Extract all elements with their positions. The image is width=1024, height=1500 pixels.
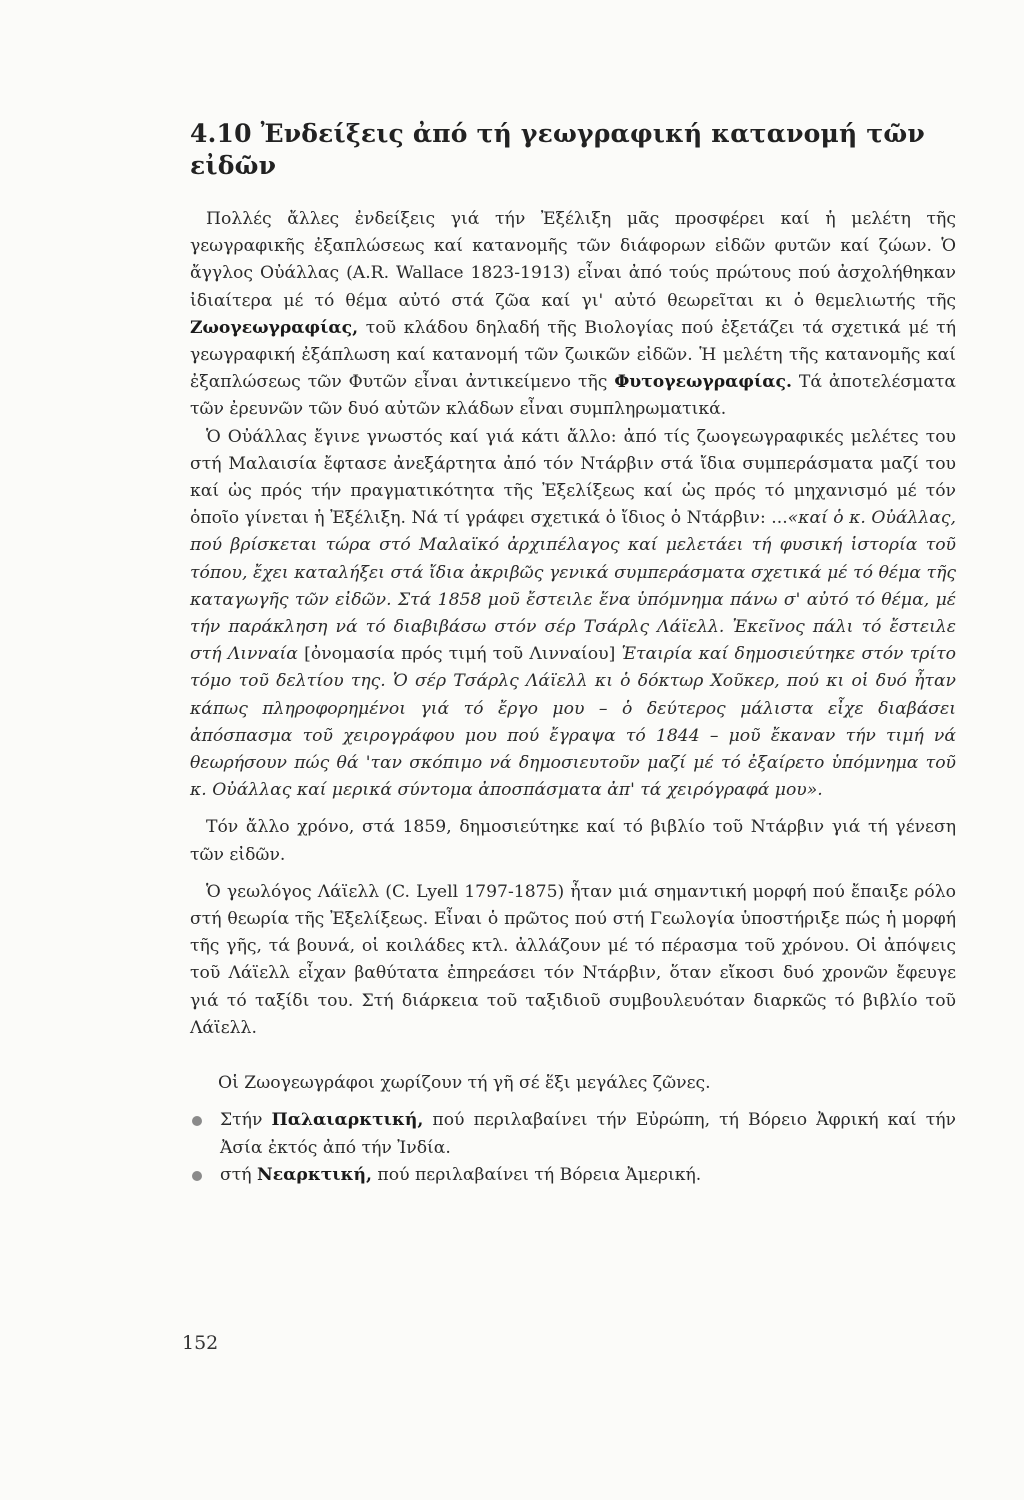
text-run: πού περιλαβαίνει τή Βόρεια Ἀμερική.	[371, 1164, 702, 1185]
bold-term-palearctic: Παλαιαρκτική,	[271, 1110, 424, 1131]
list-item	[190, 1162, 956, 1189]
paragraph-1859: Τόν ἄλλο χρόνο, στά 1859, δημοσιεύτηκε καί τό βιβλίο τοῦ Ντάρβιν γιά τή γένεση τῶν εἰδῶν.	[190, 817, 956, 865]
text-run: Τά ἀποτελέσματα τῶν ἐρευνῶν τῶν δυό αὐτῶν κλάδων εἶναι συμπληρωματικά.	[190, 372, 956, 420]
darwin-quote-continued: Ἑταιρία καί δημοσιεύτηκε στόν τρίτο τόμο τοῦ δελτίου της. Ὁ σέρ Τσάρλς Λάϊελλ κι ὁ δόκτωρ Χοῦκερ, πού κι οἱ δυό ἦταν κάπως πληροφορημένοι γιά τό ἔργο μου – ὁ δεύτερος μάλιστα εἶχε διαβάσει ἀπόσπασμα τοῦ χειρογράφου μου πού ἔγραψα τό 1844 – μοῦ ἔκαναν τήν τιμή νά θεωρήσουν πώς θά 'ταν σκόπιμο νά δημοσιευτοῦν μαζί μέ τό ἐξαίρετο ὑπόμνημα τοῦ κ. Οὐάλλας καί μερικά σύντομα ἀποσπάσματα ἀπ' τά χειρόγραφά μου».	[190, 644, 956, 801]
text-run: Στήν	[220, 1110, 272, 1131]
list-item	[190, 1107, 956, 1161]
text-run: στή	[220, 1164, 258, 1185]
page-number: 152	[182, 1332, 219, 1354]
bold-term-phytogeography: Φυτογεωγραφίας.	[614, 372, 792, 393]
paragraph-lyell: Ὁ γεωλόγος Λάϊελλ (C. Lyell 1797-1875) ἦταν μιά σημαντική μορφή πού ἔπαιξε ρόλο στή θεωρία τῆς Ἐξελίξεως. Εἶναι ὁ πρῶτος πού στή Γεωλογία ὑποστήριξε πώς ἡ μορφή τῆς γῆς, τά βουνά, οἱ κοιλάδες κτλ. ἀλλάζουν μέ τό πέρασμα τοῦ χρόνου. Οἱ ἀπόψεις τοῦ Λάϊελλ εἶχαν βαθύτατα ἐπηρεάσει τόν Ντάρβιν, ὅταν εἴκοσι δυό χρονῶν ἔφευγε γιά τό ταξίδι του. Στή διάρκεια τοῦ ταξιδιοῦ συμβουλευόταν διαρκῶς τό βιβλίο τοῦ Λάϊελλ.	[190, 881, 956, 1038]
bold-term-nearctic: Νεαρκτική,	[257, 1164, 372, 1185]
darwin-quote: «καί ὁ κ. Οὐάλλας, πού βρίσκεται τώρα στό Μαλαϊκό ἀρχιπέλαγος καί μελετάει τή φυσική ἱστορία τοῦ τόπου, ἔχει καταλήξει στά ἴδια ἀκριβῶς γενικά συμπεράσματα σχετικά μέ τό θέμα τῆς καταγωγῆς τῶν εἰδῶν. Στά 1858 μοῦ ἔστειλε ἕνα ὑπόμνημα πάνω σ' αὐτό τό θέμα, μέ τήν παράκληση νά τό διαβιβάσω στόν σέρ Τσάρλς Λάϊελλ. Ἐκεῖνος πάλι τό ἔστειλε στή Λινναία	[190, 508, 956, 665]
bullet-icon	[192, 1171, 202, 1181]
paragraph-zones: Οἱ Ζωογεωγράφοι χωρίζουν τή γῆ σέ ἕξι μεγάλες ζῶνες.	[218, 1073, 711, 1094]
text-run: [ὀνομασία πρός τιμή τοῦ Λινναίου]	[297, 644, 622, 665]
paragraph-zoogeography	[190, 206, 956, 424]
paragraph-wallace	[190, 424, 956, 805]
text-run: τοῦ κλάδου δηλαδή τῆς Βιολογίας πού ἐξετάζει τά σχετικά μέ τή γεωγραφική ἐξάπλωση καί κατανομή τῶν ζωικῶν εἰδῶν. Ἡ μελέτη τῆς κατανομῆς καί ἐξαπλώσεως τῶν Φυτῶν εἶναι ἀντικείμενο τῆς	[190, 317, 956, 393]
text-run: πού περιλαβαίνει τήν Εὐρώπη, τή Βόρειο Ἀφρική καί τήν Ἀσία ἐκτός ἀπό τήν Ἰνδία.	[220, 1110, 956, 1158]
page-content	[190, 118, 956, 1189]
body-text	[190, 206, 956, 1189]
zones-list	[190, 1107, 956, 1189]
bold-term-zoogeography: Ζωογεωγραφίας,	[190, 317, 359, 338]
text-run: Ὁ Οὐάλλας ἔγινε γνωστός καί γιά κάτι ἄλλο: ἀπό τίς ζωογεωγραφικές μελέτες του στή Μαλαισία ἔφτασε ἀνεξάρτητα ἀπό τόν Ντάρβιν στά ἴδια συμπεράσματα μαζί του καί ὡς πρός τήν πραγματικότητα τῆς Ἐξελίξεως καί ὡς πρός τό μηχανισμό μέ τόν ὁποῖο γίνεται ἡ Ἐξέλιξη. Νά τί γράφει σχετικά ὁ ἴδιος ὁ Ντάρβιν: ...	[190, 426, 956, 529]
bullet-icon	[192, 1116, 202, 1126]
text-run: Πολλές ἄλλες ἐνδείξεις γιά τήν Ἐξέλιξη μᾶς προσφέρει καί ἡ μελέτη τῆς γεωγραφικῆς ἐξαπλώσεως καί κατανομῆς τῶν διάφορων εἰδῶν φυτῶν καί ζώων. Ὁ ἄγγλος Οὐάλλας (A.R. Wallace 1823-1913) εἶναι ἀπό τούς πρώτους πού ἀσχολήθηκαν ἰδιαίτερα μέ τό θέμα αὐτό στά ζῶα καί γι' αὐτό θεωρεῖται κι ὁ θεμελιωτής τῆς	[190, 209, 956, 311]
section-heading: 4.10 Ἐνδείξεις ἀπό τή γεωγραφική κατανομή τῶν εἰδῶν	[190, 119, 925, 180]
